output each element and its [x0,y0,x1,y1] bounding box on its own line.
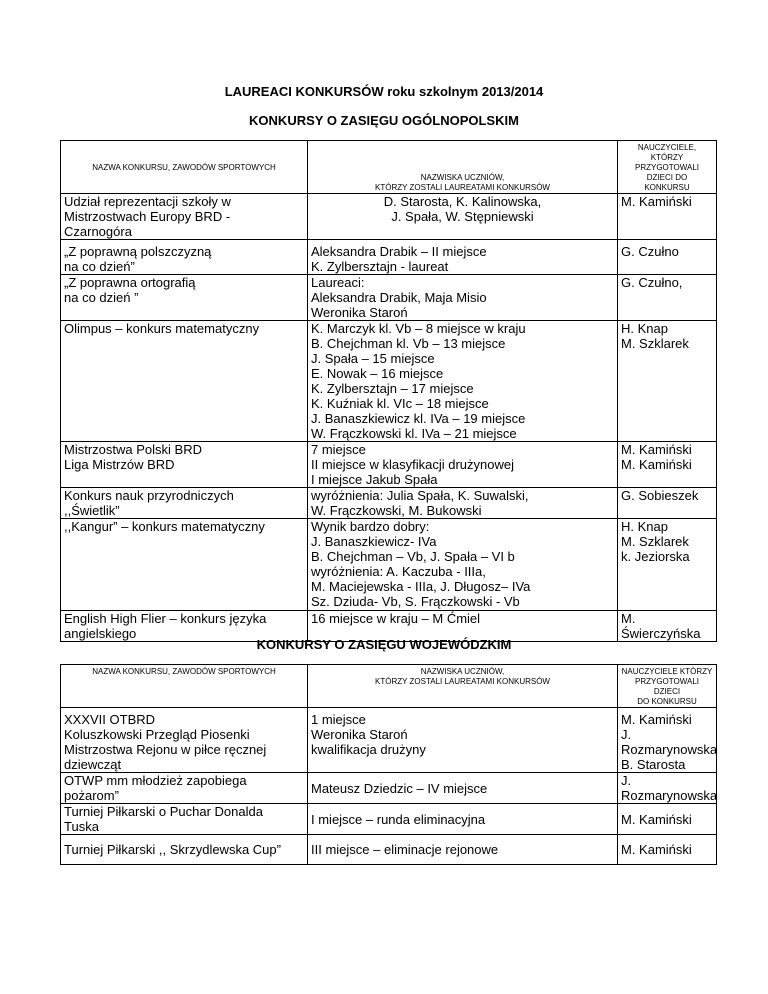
students: I miejsce – runda eliminacyjna [308,804,618,835]
students: K. Marczyk kl. Vb – 8 miejsce w kraju B. Chejchman kl. Vb – 13 miejsce J. Spała – 15 miejsce E. Nowak – 16 miejsce K. Zylbersztajn – 17 miejsce K. Kuźniak kl. VIc – 18 miejsce J. Banaszkiewicz kl. IVa – 19 miejsce W. Frączkowski kl. IVa – 21 miejsce [308,321,618,442]
students: 7 miejsce II miejsce w klasyfikacji drużynowej I miejsce Jakub Spała [308,442,618,488]
national-contests-table [60,140,717,642]
contest-name: Udział reprezentacji szkoły w Mistrzostwach Europy BRD - Czarnogóra [61,194,308,240]
students: D. Starosta, K. Kalinowska, J. Spała, W. Stępniewski [308,194,618,240]
table-row [61,488,717,519]
teachers: G. Sobieszek [618,488,717,519]
table-header-row [61,141,717,194]
contest-name: English High Flier – konkurs języka angielskiego [61,611,308,642]
header-students: NAZWISKA UCZNIÓW, KTÓRZY ZOSTALI LAUREATAMI KONKURSÓW [308,665,618,708]
students: 16 miejsce w kraju – M Ćmiel [308,611,618,642]
students: Mateusz Dziedzic – IV miejsce [308,773,618,804]
contest-name: Turniej Piłkarski ,, Skrzydlewska Cup” [61,835,308,865]
teachers: G. Czułno, [618,275,717,321]
regional-contests-table [60,664,717,865]
teachers: J. Rozmarynowska [618,773,717,804]
teachers: M. Kamiński [618,804,717,835]
contest-name: Turniej Piłkarski o Puchar Donalda Tuska [61,804,308,835]
section2-heading: KONKURSY O ZASIĘGU WOJEWÓDZKIM [256,637,512,652]
teachers: M. Kamiński [618,194,717,240]
students: Laureaci: Aleksandra Drabik, Maja Misio Weronika Staroń [308,275,618,321]
table-row [61,194,717,240]
header-teachers: NAUCZYCIELE KTÓRZY PRZYGOTOWALI DZIECI DO KONKURSU [618,665,717,708]
teachers: H. Knap M. Szklarek k. Jeziorska [618,519,717,611]
students: III miejsce – eliminacje rejonowe [308,835,618,865]
table-row [61,321,717,442]
teachers: M. Kamiński J. Rozmarynowska B. Starosta [618,708,717,773]
students: 1 miejsce Weronika Staroń kwalifikacja drużyny [308,708,618,773]
table-header-row [61,665,717,708]
teachers: M. Świerczyńska [618,611,717,642]
section1-heading: KONKURSY O ZASIĘGU OGÓLNOPOLSKIM [249,113,519,128]
page-title: LAUREACI KONKURSÓW roku szkolnym 2013/2014 [224,84,544,99]
contest-name: „Z poprawna ortografią na co dzień ” [61,275,308,321]
contest-name: OTWP mm młodzież zapobiega pożarom” [61,773,308,804]
contest-name: ,,Kangur” – konkurs matematyczny [61,519,308,611]
table-row [61,773,717,804]
teachers: G. Czułno [618,240,717,275]
table-row [61,804,717,835]
table-row [61,835,717,865]
teachers: M. Kamiński [618,835,717,865]
students: wyróżnienia: Julia Spała, K. Suwalski, W. Frączkowski, M. Bukowski [308,488,618,519]
table-row [61,519,717,611]
students: Aleksandra Drabik – II miejsce K. Zylbersztajn - laureat [308,240,618,275]
contest-name: Olimpus – konkurs matematyczny [61,321,308,442]
header-contest-name: NAZWA KONKURSU, ZAWODÓW SPORTOWYCH [61,141,308,194]
header-students: NAZWISKA UCZNIÓW, KTÓRZY ZOSTALI LAUREATAMI KONKURSÓW [308,141,618,194]
table-row [61,708,717,773]
header-teachers: NAUCZYCIELE, KTÓRZY PRZYGOTOWALI DZIECI DO KONKURSU [618,141,717,194]
contest-name: Konkurs nauk przyrodniczych ,,Świetlik” [61,488,308,519]
students: Wynik bardzo dobry: J. Banaszkiewicz- IVa B. Chejchman – Vb, J. Spała – VI b wyróżnienia: A. Kaczuba - IIIa, M. Maciejewska - IIIa, J. Długosz– IVa Sz. Dziuda- Vb, S. Frączkowski - Vb [308,519,618,611]
contest-name: Mistrzostwa Polski BRD Liga Mistrzów BRD [61,442,308,488]
contest-name: XXXVII OTBRD Koluszkowski Przegląd Piosenki Mistrzostwa Rejonu w piłce ręcznej dziewcząt [61,708,308,773]
header-contest-name: NAZWA KONKURSU, ZAWODÓW SPORTOWYCH [61,665,308,708]
table-row [61,442,717,488]
teachers: M. Kamiński M. Kamiński [618,442,717,488]
teachers: H. Knap M. Szklarek [618,321,717,442]
table-row [61,240,717,275]
contest-name: „Z poprawną polszczyzną na co dzień” [61,240,308,275]
table-row [61,275,717,321]
